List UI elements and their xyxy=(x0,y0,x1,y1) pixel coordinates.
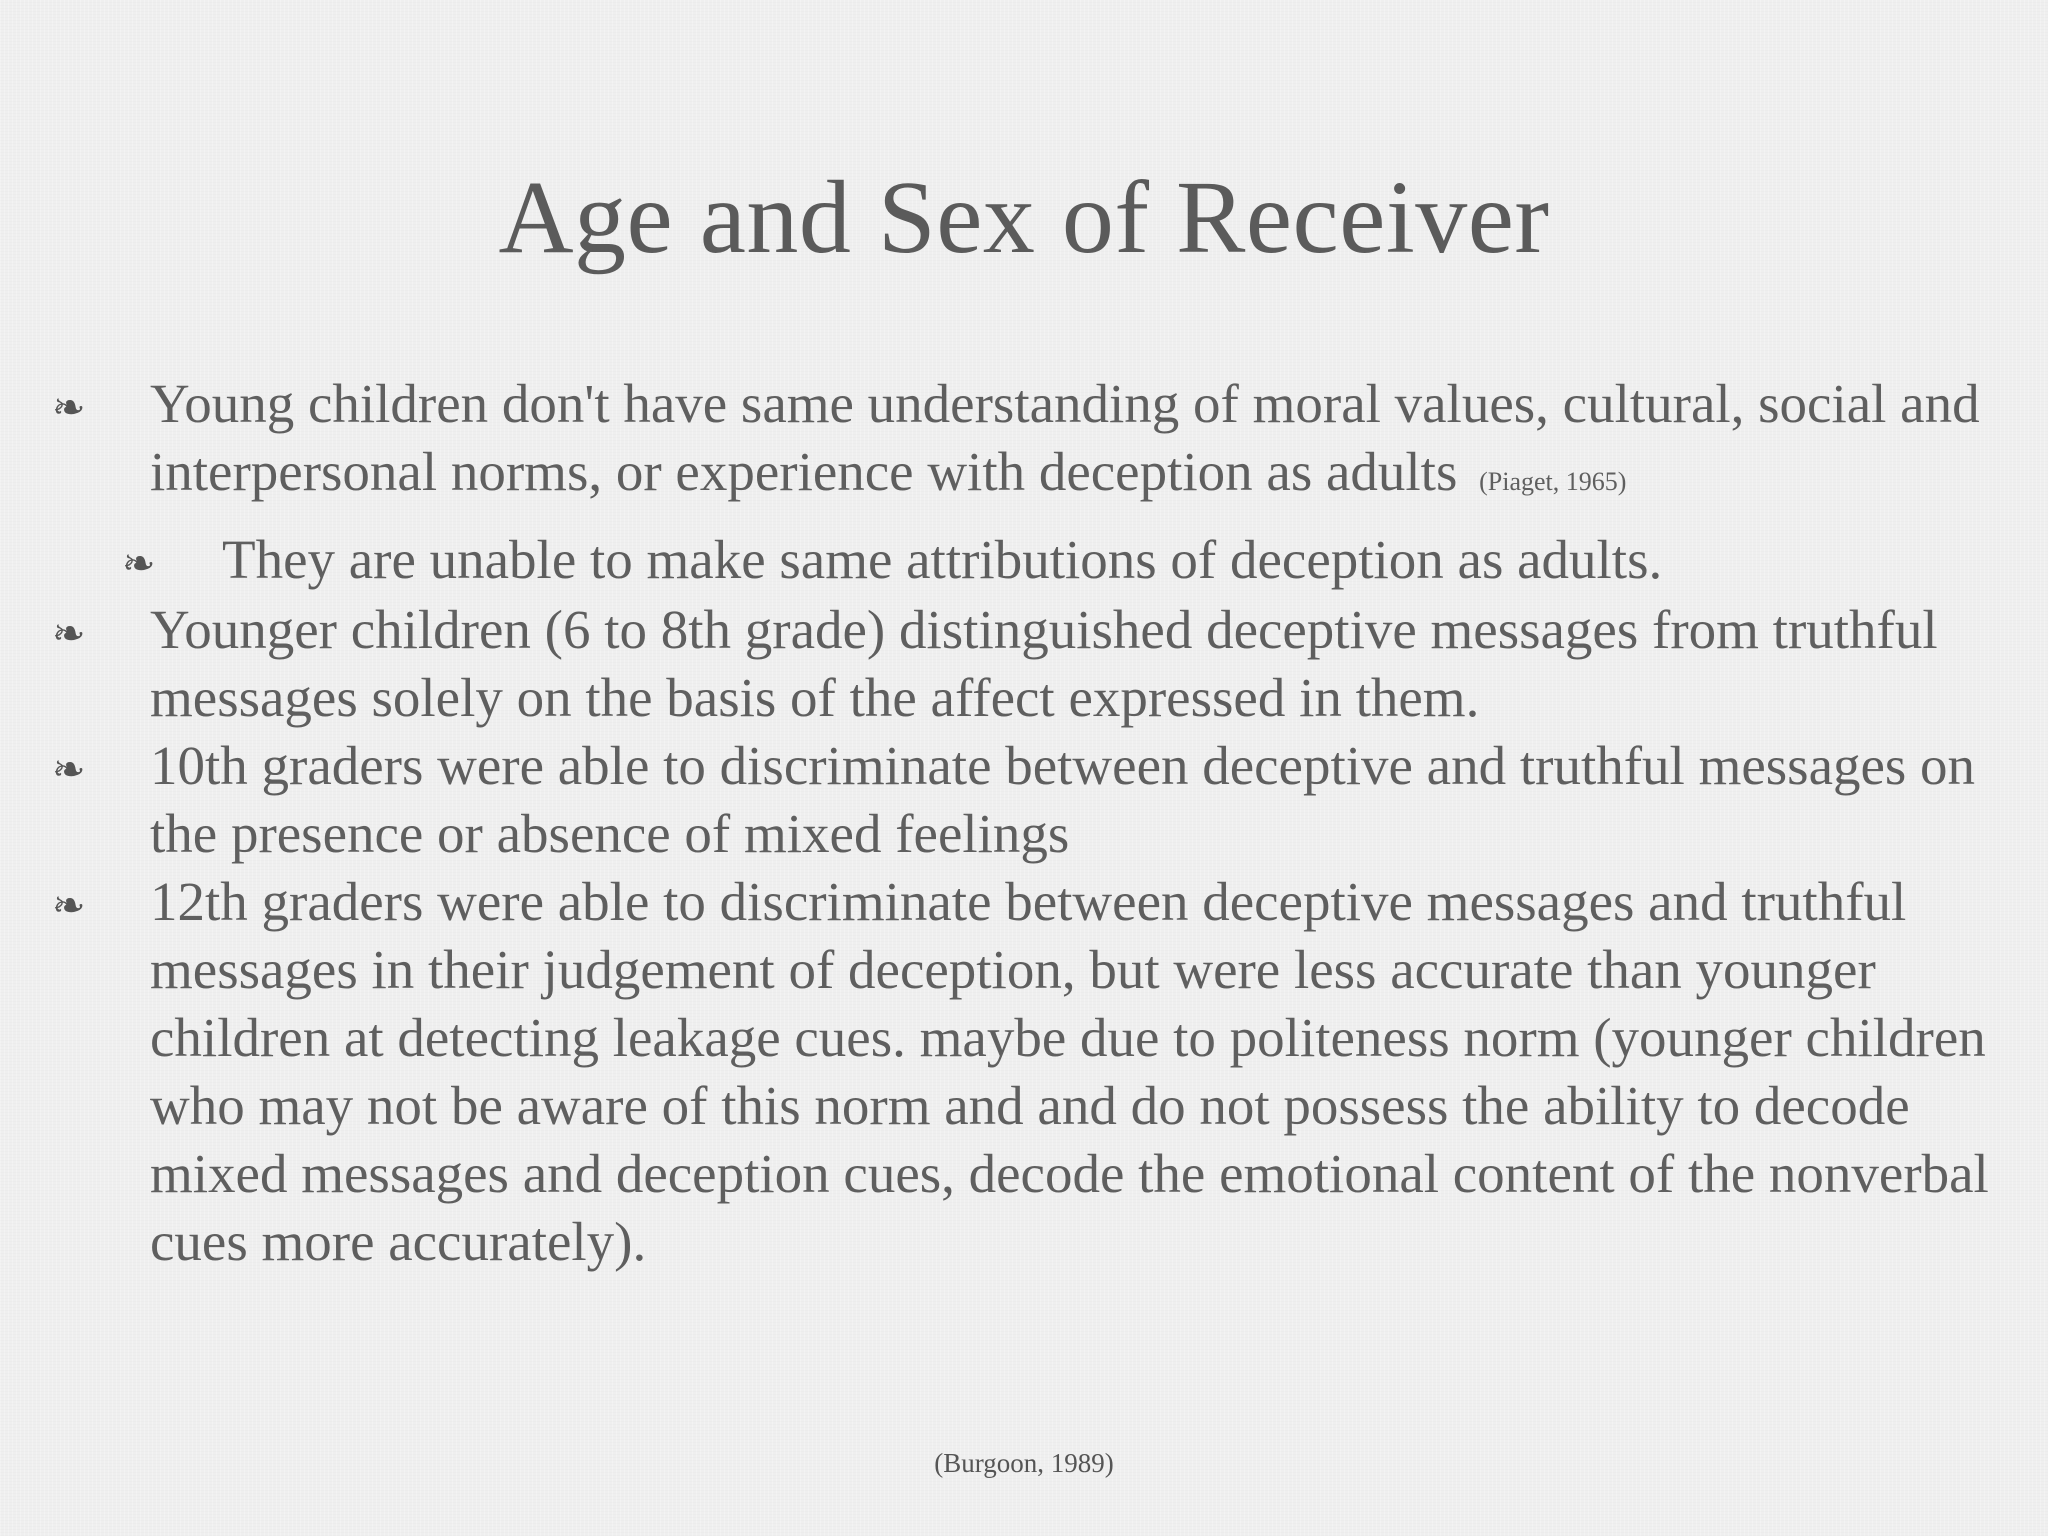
bullet-item-1 xyxy=(40,370,2020,516)
slide-title: Age and Sex of Receiver xyxy=(498,160,1550,275)
bullet-text: Young children don't have same understanding of moral values, cultural, social and interpersonal norms, or experience with deception as adults xyxy=(150,373,1980,502)
bullet-text: 10th graders were able to discriminate between deceptive and truthful messages on the presence or absence of mixed feelings xyxy=(150,735,1976,864)
sub-bullet-item-1 xyxy=(40,526,2020,594)
bullet-text: 12th graders were able to discriminate between deceptive messages and truthful messages in their judgement of deception, but were less accurate than younger children at detecting leakage cues. maybe due to politeness norm (younger children who may not be aware of this norm and and do not possess the ability to decode mixed messages and deception cues, decode the emotional content of the nonverbal cues more accurately). xyxy=(150,871,1989,1272)
bullet-item-4 xyxy=(40,868,2020,1276)
bullet-text: Younger children (6 to 8th grade) distinguished deceptive messages from truthful messages solely on the basis of the affect expressed in them. xyxy=(150,599,1938,728)
bullet-item-3 xyxy=(40,732,2020,868)
fleuron-bullet-icon: ❧ xyxy=(52,747,86,792)
bullet-item-2 xyxy=(40,596,2020,732)
fleuron-bullet-icon: ❧ xyxy=(52,385,86,430)
bullet-list xyxy=(40,370,2020,1276)
bullet-text: They are unable to make same attributions of deception as adults. xyxy=(222,529,1663,590)
footer-citation: (Burgoon, 1989) xyxy=(934,1448,1114,1478)
inline-citation: (Piaget, 1965) xyxy=(1479,467,1627,496)
fleuron-bullet-icon: ❧ xyxy=(122,541,156,586)
fleuron-bullet-icon: ❧ xyxy=(52,611,86,656)
fleuron-bullet-icon: ❧ xyxy=(52,883,86,928)
